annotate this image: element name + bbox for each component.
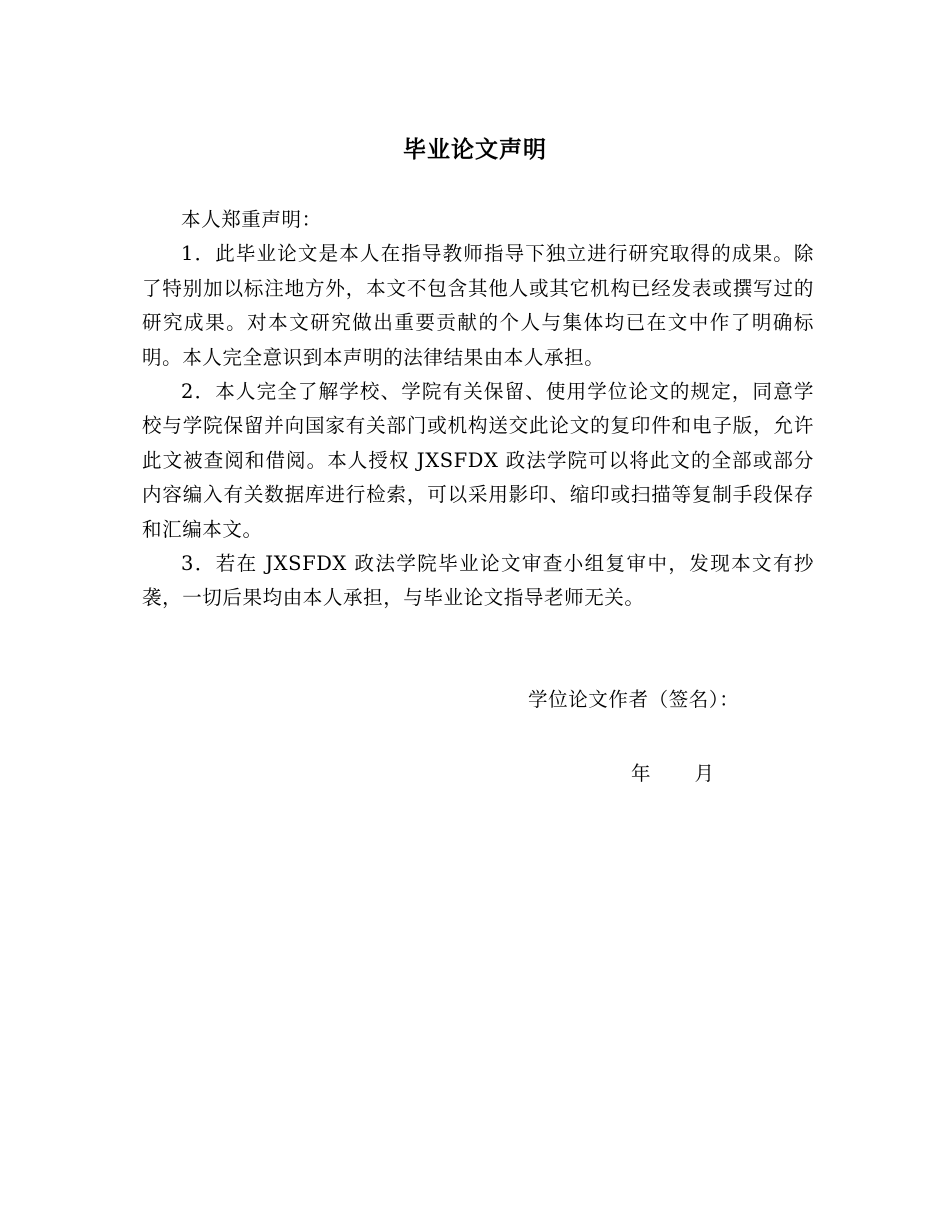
declaration-item-3: 3．若在 JXSFDX 政法学院毕业论文审查小组复审中，发现本文有抄袭，一切后果均由本人承担，与毕业论文指导老师无关。 bbox=[142, 552, 814, 610]
date-line bbox=[631, 758, 714, 790]
declaration-item-1: 1．此毕业论文是本人在指导教师指导下独立进行研究取得的成果。除了特别加以标注地方外，本文不包含其他人或其它机构已经发表或撰写过的研究成果。对本文研究做出重要贡献的个人与集体均已在文中作了明确标明。本人完全意识到本声明的法律结果由本人承担。 bbox=[142, 242, 814, 369]
date-year-label: 年 bbox=[631, 762, 651, 785]
page-title: 毕业论文声明 bbox=[403, 137, 547, 163]
declaration-item-2: 2．本人完全了解学校、学院有关保留、使用学位论文的规定，同意学校与学院保留并向国家有关部门或机构送交此论文的复印件和电子版，允许此文被查阅和借阅。本人授权 JXSFDX 政法学院可以将此文的全部或部分内容编入有关数据库进行检索，可以采用影印、缩印或扫描等复制手段保存和汇编本文。 bbox=[142, 380, 814, 541]
author-signature-label: 学位论文作者（签名）： bbox=[528, 688, 740, 711]
declaration-body bbox=[142, 203, 814, 616]
date-month-label: 月 bbox=[694, 762, 715, 785]
intro-paragraph: 本人郑重声明： bbox=[181, 208, 322, 231]
